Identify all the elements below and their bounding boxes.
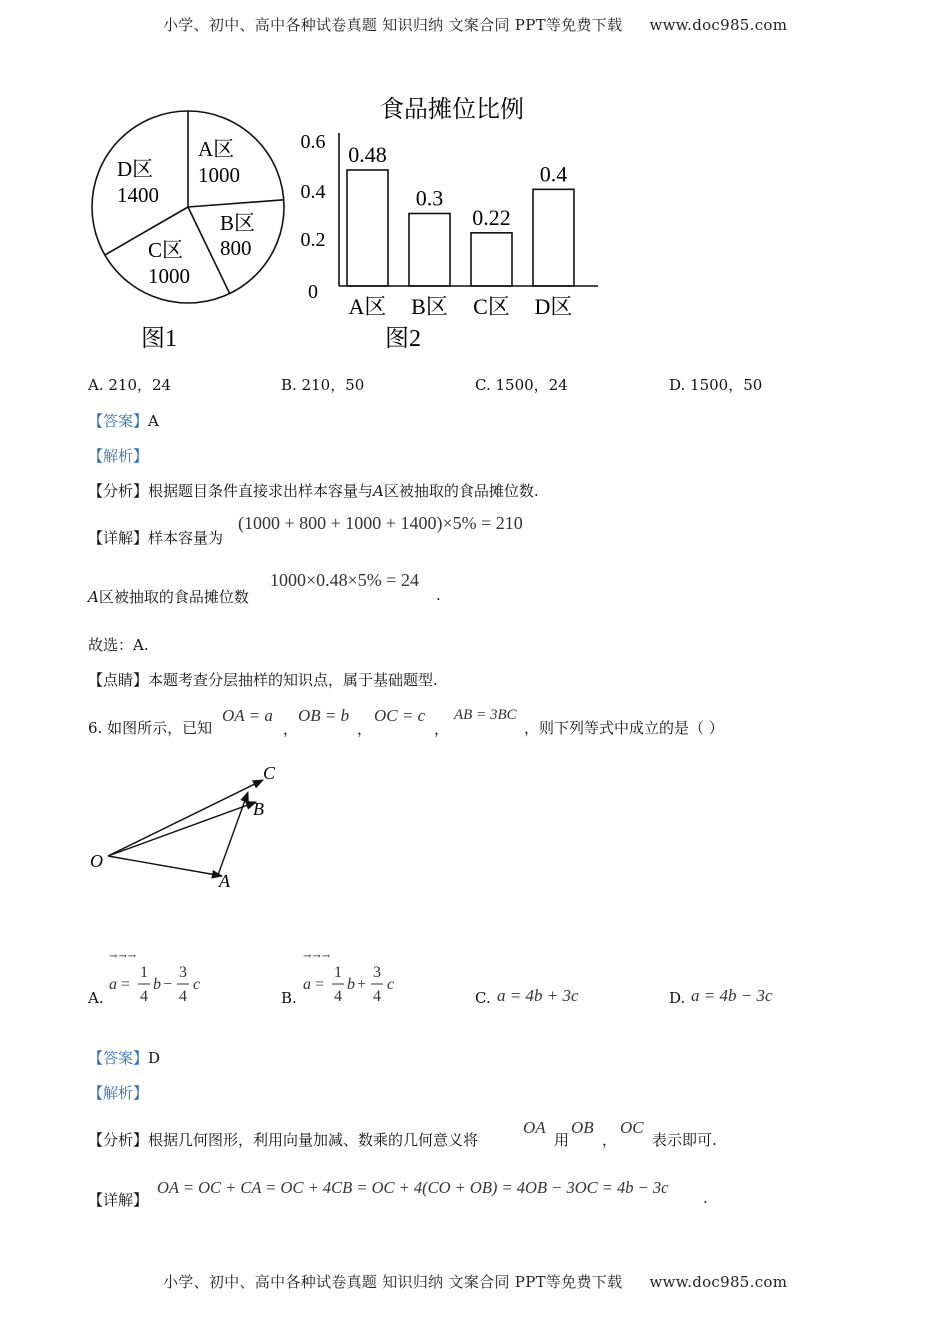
xtick-b: B区 (411, 294, 448, 319)
q6-option-a-expr (106, 960, 210, 1010)
svg-text:1: 1 (334, 964, 342, 981)
svg-text:+: + (357, 976, 367, 993)
ytick-2: 0.4 (300, 181, 326, 203)
page-footer (163, 1271, 787, 1292)
q6-fenxi-start (88, 1129, 478, 1150)
q5-detail-tag: 【详解】 (88, 529, 149, 547)
q6-analysis-tag: 【解析】 (88, 1084, 149, 1102)
footer-text: 小学、初中、高中各种试卷真题 知识归纳 文案合同 PPT等免费下载 (163, 1273, 623, 1291)
bar-b (409, 214, 450, 287)
pie-value-c: 1000 (148, 264, 190, 288)
q6-option-c-label: C. (475, 989, 491, 1007)
xtick-c: C区 (473, 294, 510, 319)
svg-text:4: 4 (373, 988, 381, 1005)
q5-dianjing-tag: 【点睛】 (88, 671, 149, 689)
bar-c (471, 233, 512, 286)
footer-site: www.doc985.com (649, 1273, 788, 1291)
q6-fenxi-tag: 【分析】 (88, 1131, 149, 1149)
q5-answer-value: A (148, 412, 159, 430)
header-text: 小学、初中、高中各种试卷真题 知识归纳 文案合同 PPT等免费下载 (163, 16, 623, 34)
q5-option-c: C. 1500，24 (475, 376, 568, 394)
bar-value-b: 0.3 (415, 185, 444, 211)
svg-text:c: c (387, 976, 395, 993)
ytick-3: 0.6 (300, 131, 326, 153)
q6-fenxi-oa: OA (523, 1118, 546, 1137)
q6-answer-value: D (148, 1049, 161, 1067)
q6-sep2: ， (357, 720, 373, 738)
svg-text:=: = (315, 976, 325, 993)
q5-line2-formula: 1000×0.48×5% = 24 (270, 570, 419, 590)
xtick-a: A区 (348, 294, 387, 319)
bar-value-a: 0.48 (348, 142, 387, 167)
q5-answer (88, 410, 159, 431)
q5-line2-text: 区被抽取的食品摊位数 (98, 588, 249, 606)
q6-prefix: 6. 如图所示，已知 (88, 719, 213, 737)
bar-value-c: 0.22 (472, 204, 511, 230)
q6-option-d-label: D. (669, 989, 686, 1007)
q6-vector-diagram (85, 760, 295, 895)
svg-text:1: 1 (140, 964, 148, 981)
vector-ab (218, 792, 248, 875)
q5-dianjing-text: 本题考查分层抽样的知识点，属于基础题型. (148, 671, 438, 689)
figure2-bar (290, 88, 620, 358)
svg-text:a: a (303, 976, 311, 993)
svg-text:3: 3 (373, 964, 381, 981)
pie-slice-boundary-1 (188, 200, 284, 207)
q5-option-a: A. 210，24 (88, 376, 172, 394)
q6-cond3: OC = c (374, 706, 426, 725)
q6-option-a-arrows: →→→ (109, 951, 138, 962)
page-header (163, 14, 787, 35)
q6-detail-end: . (703, 1189, 708, 1207)
pie-label-a: A区 (198, 137, 235, 161)
bar-a (347, 170, 388, 286)
svg-text:b: b (347, 976, 355, 993)
pie-value-d: 1400 (117, 183, 159, 207)
bar-title: 食品摊位比例 (380, 97, 524, 123)
q5-dianjing (88, 669, 438, 690)
point-o-label: O (90, 851, 103, 871)
q6-fenxi-a: 根据几何图形，利用向量加减、数乘的几何意义将 (148, 1131, 479, 1149)
point-c-label: C (263, 763, 276, 783)
q5-analysis-tag: 【解析】 (88, 447, 149, 465)
q5-line2-end: . (436, 586, 441, 604)
q6-answer-tag: 【答案】 (88, 1049, 149, 1067)
q5-choose: 故选：A. (88, 636, 149, 654)
svg-text:b: b (153, 976, 161, 993)
q5-line2 (88, 586, 249, 607)
q5-answer-tag: 【答案】 (88, 412, 149, 430)
q5-fenxi (88, 480, 539, 501)
pie-label-b: B区 (220, 211, 256, 235)
pie-value-a: 1000 (198, 163, 240, 187)
q6-cond4: AB = 3BC (454, 707, 517, 723)
q5-detail (88, 527, 223, 548)
q5-option-d: D. 1500，50 (669, 376, 763, 394)
q6-option-a-label: A. (88, 989, 104, 1007)
svg-text:4: 4 (179, 988, 187, 1005)
figure2-caption: 图2 (385, 326, 421, 352)
svg-text:=: = (121, 976, 131, 993)
q6-option-b-expr (300, 960, 404, 1010)
q6-cond1: OA = a (222, 706, 273, 725)
header-site: www.doc985.com (649, 16, 788, 34)
q6-fenxi-c: 表示即可. (652, 1131, 717, 1149)
q6-option-d-expr: a = 4b − 3c (691, 986, 773, 1005)
point-b-label: B (253, 799, 264, 819)
q6-detail-formula: OA = OC + CA = OC + 4CB = OC + 4(CO + OB) = 4OB − 3OC = 4b − 3c (157, 1178, 669, 1197)
q6-fenxi-oc: OC (620, 1118, 644, 1137)
q5-option-b: B. 210，50 (281, 376, 365, 394)
q6-fenxi-sep: ， (602, 1131, 618, 1149)
q6-answer (88, 1047, 160, 1068)
svg-text:c: c (193, 976, 201, 993)
q6-detail-tag: 【详解】 (88, 1191, 149, 1209)
vector-ob (108, 802, 256, 856)
q6-sep1: ， (283, 720, 299, 738)
q5-line2-var: A (88, 588, 99, 606)
figure1-pie (80, 100, 295, 360)
pie-label-c: C区 (148, 238, 184, 262)
q6-option-c-expr: a = 4b + 3c (497, 986, 579, 1005)
svg-text:4: 4 (140, 988, 148, 1005)
ytick-1: 0.2 (300, 229, 326, 251)
q5-fenxi-var: A (373, 482, 384, 500)
vector-oa (108, 856, 222, 876)
point-a-label: A (219, 871, 230, 891)
q5-fenxi-text: 根据题目条件直接求出样本容量与 (148, 482, 374, 500)
svg-text:−: − (163, 976, 173, 993)
q6-option-b-label: B. (281, 989, 297, 1007)
svg-text:3: 3 (179, 964, 187, 981)
q6-cond2: OB = b (298, 706, 350, 725)
q5-detail-formula: (1000 + 800 + 1000 + 1400)×5% = 210 (238, 513, 523, 533)
pie-label-d: D区 (117, 157, 154, 181)
q6-fenxi-ob: OB (571, 1118, 594, 1137)
q6-fenxi-b: 用 (554, 1131, 570, 1149)
pie-value-b: 800 (220, 236, 252, 260)
q5-detail-text: 样本容量为 (148, 529, 224, 547)
q6-suffix: ，则下列等式中成立的是（ ） (524, 719, 724, 737)
figure1-caption: 图1 (141, 326, 177, 352)
q5-fenxi-end: 区被抽取的食品摊位数. (383, 482, 539, 500)
svg-text:a: a (109, 976, 117, 993)
bar-d (533, 189, 574, 286)
q5-fenxi-tag: 【分析】 (88, 482, 149, 500)
q6-option-b-arrows: →→→ (303, 951, 332, 962)
bar-value-d: 0.4 (539, 161, 568, 187)
svg-text:4: 4 (334, 988, 342, 1005)
xtick-d: D区 (534, 294, 573, 319)
ytick-0: 0 (308, 281, 318, 303)
vector-oc (108, 780, 263, 856)
q6-sep3: ， (434, 720, 450, 738)
